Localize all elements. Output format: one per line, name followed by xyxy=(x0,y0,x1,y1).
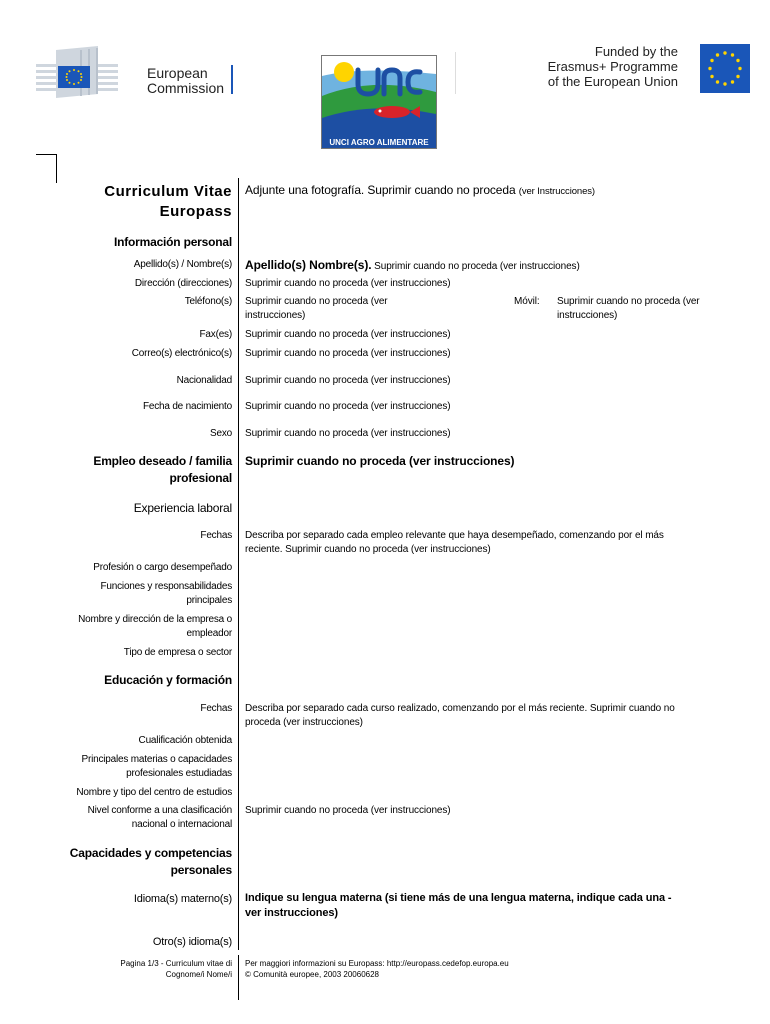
erasmus-text: Funded by the Erasmus+ Programme of the European Union xyxy=(547,44,678,89)
field-label: Profesión o cargo desempeñado xyxy=(93,562,232,573)
corner-mark xyxy=(36,154,57,183)
page-footer-info: Per maggiori informazioni su Europass: http://europass.cedefop.europa.eu © Comunità europee, 2003 20060628 xyxy=(245,959,509,979)
field-value: Describa por separado cada empleo relevante que haya desempeñado, comenzando por el más reciente. Suprimir cuando no proceda (ver instrucciones) xyxy=(245,530,664,555)
field-value: Suprimir cuando no proceda (ver instrucciones) xyxy=(245,454,515,468)
cv-title: Curriculum Vitae Europass xyxy=(104,183,232,220)
page-footer-label: Pagina 1/3 - Curriculum vitae di Cognome/i Nome/i xyxy=(120,959,232,979)
footer-divider xyxy=(238,955,239,1000)
field-value: Indique su lengua materna (si tiene más de una lengua materna, indique cada una - ver instrucciones) xyxy=(245,892,672,919)
field-label: Sexo xyxy=(210,428,232,439)
section-heading: Empleo deseado / familia profesional xyxy=(93,454,232,485)
field-value: Describa por separado cada curso realizado, comenzando por el más reciente. Suprimir cuando no proceda (ver instrucciones) xyxy=(245,703,675,728)
field-label: Cualificación obtenida xyxy=(138,735,232,746)
field-value: Suprimir cuando no proceda (ver instrucciones) xyxy=(245,428,451,439)
field-label: Fax(es) xyxy=(199,329,232,340)
field-label: Nombre y dirección de la empresa o empleador xyxy=(78,614,232,639)
field-value: Suprimir cuando no proceda (ver instrucciones) xyxy=(245,329,451,340)
document-header xyxy=(0,0,770,150)
mobile-value: Suprimir cuando no proceda (ver instrucciones) xyxy=(557,296,700,321)
photo-note: Adjunte una fotografía. Suprimir cuando no proceda (ver Instrucciones) xyxy=(245,183,595,197)
field-label: Nacionalidad xyxy=(176,375,232,386)
field-value: Suprimir cuando no proceda (ver instrucciones) xyxy=(245,805,451,816)
field-label: Fecha de nacimiento xyxy=(142,401,232,412)
field-label: Idioma(s) materno(s) xyxy=(133,893,232,905)
erasmus-funding-logo xyxy=(520,44,750,94)
header-divider xyxy=(455,52,456,94)
field-label: Nombre y tipo del centro de estudios xyxy=(76,787,232,798)
unci-caption: UNCI AGRO ALIMENTARE xyxy=(322,137,436,148)
unci-emblem-icon xyxy=(322,56,436,137)
field-label: Otro(s) idioma(s) xyxy=(152,936,232,948)
section-heading: Información personal xyxy=(113,235,232,249)
field-label: Dirección (direcciones) xyxy=(134,278,232,289)
field-value: Suprimir cuando no proceda (ver instrucciones) xyxy=(245,278,451,289)
field-value: Suprimir cuando no proceda (ver instrucciones) xyxy=(245,296,388,321)
field-label: Funciones y responsabilidades principales xyxy=(100,581,232,606)
field-value: Apellido(s) Nombre(s). Suprimir cuando no proceda (ver instrucciones) xyxy=(245,258,580,272)
section-heading: Capacidades y competencias personales xyxy=(69,846,232,877)
mobile-label: Móvil: xyxy=(514,296,540,307)
eu-flag-icon xyxy=(700,44,750,93)
field-value: Suprimir cuando no proceda (ver instrucciones) xyxy=(245,348,451,359)
section-heading: Experiencia laboral xyxy=(133,501,232,515)
ec-name: European Commission xyxy=(147,65,225,96)
field-value: Suprimir cuando no proceda (ver instrucciones) xyxy=(245,401,451,412)
field-label: Tipo de empresa o sector xyxy=(123,647,232,658)
section-heading: Educación y formación xyxy=(104,673,232,687)
eu-flag-icon xyxy=(58,66,90,88)
field-label: Principales materias o capacidades profesionales estudiadas xyxy=(81,754,232,779)
field-value: Suprimir cuando no proceda (ver instrucciones) xyxy=(245,375,451,386)
field-label: Fechas xyxy=(200,530,232,541)
field-label: Teléfono(s) xyxy=(184,296,232,307)
field-label: Nivel conforme a una clasificación nacional o internacional xyxy=(87,805,232,830)
european-commission-logo xyxy=(36,46,236,98)
field-label: Correo(s) electrónico(s) xyxy=(131,348,232,359)
field-label: Fechas xyxy=(200,703,232,714)
field-label: Apellido(s) / Nombre(s) xyxy=(133,259,232,270)
unci-agro-alimentare-logo xyxy=(321,55,437,149)
column-divider xyxy=(238,178,239,950)
ec-divider xyxy=(231,65,233,94)
